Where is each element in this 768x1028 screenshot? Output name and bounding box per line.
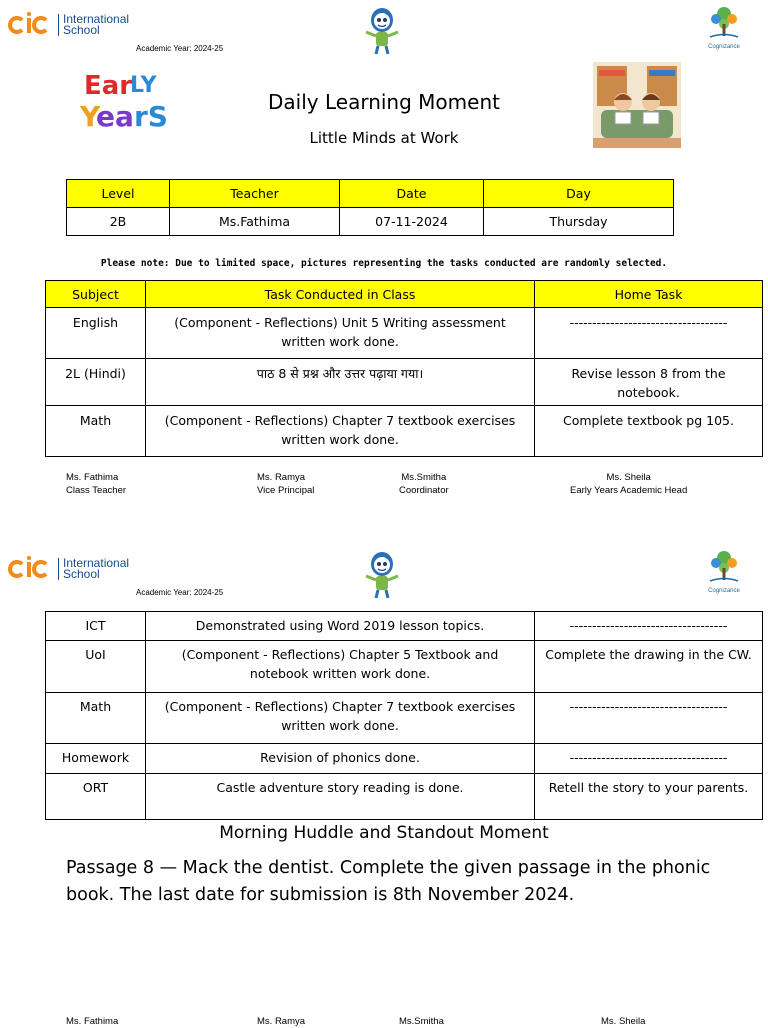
tree-icon: [704, 4, 744, 40]
header-teacher: Teacher: [170, 180, 340, 208]
day-value: Thursday: [484, 208, 674, 236]
table-row: Homework Revision of phonics done. -----------------------------------: [46, 744, 763, 774]
school-name: International School: [58, 558, 129, 580]
signature-coordinator: Ms.Smitha Coordinator: [399, 472, 449, 496]
tasks-table: [45, 280, 763, 457]
header-home-task: Home Task: [535, 281, 763, 308]
level-value: 2B: [67, 208, 170, 236]
date-value: 07-11-2024: [340, 208, 484, 236]
page-subtitle: Little Minds at Work: [309, 129, 459, 147]
signature-vice-principal: Ms. Ramya Vice Principal: [257, 472, 315, 496]
table-row: Math (Component - Reflections) Chapter 7 textbook exercises written work done. Complete textbook pg 105.: [46, 406, 763, 457]
gis-logo-mark: [8, 559, 54, 579]
academic-year: Academic Year: 2024-25: [136, 44, 224, 53]
info-table: [66, 179, 674, 236]
header-date: Date: [340, 180, 484, 208]
table-row: UoI (Component - Reflections) Chapter 5 Textbook and notebook written work done. Complete the drawing in the CW.: [46, 641, 763, 693]
huddle-title: Morning Huddle and Standout Moment: [219, 823, 549, 843]
signature-bottom-4: Ms. Sheila: [601, 1016, 646, 1027]
svg-text:ea: ea: [96, 100, 134, 132]
signature-class-teacher: Ms. Fathima Class Teacher: [66, 472, 127, 496]
passage-text: Passage 8 — Mack the dentist. Complete the given passage in the phonic book. The last date for submission is 8th November 2024.: [66, 858, 711, 905]
school-name: International School: [58, 14, 129, 36]
table-row: Math (Component - Reflections) Chapter 7 textbook exercises written work done. -----------------------------------: [46, 693, 763, 744]
school-logo: [8, 558, 129, 580]
signature-bottom-3: Ms.Smitha: [399, 1016, 444, 1027]
header-task-conducted: Task Conducted in Class: [146, 281, 535, 308]
school-logo: [8, 14, 129, 36]
svg-text:LY: LY: [130, 73, 157, 98]
signature-bottom-1: Ms. Fathima: [66, 1016, 119, 1027]
signature-academic-head: Ms. Sheila Early Years Academic Head: [570, 472, 688, 496]
academic-year: Academic Year: 2024-25: [136, 588, 224, 597]
header-day: Day: [484, 180, 674, 208]
svg-text:rS: rS: [134, 100, 168, 132]
mascot-icon: [364, 550, 400, 600]
logo-early-text: Ear: [84, 71, 133, 101]
tasks-table-continued: [45, 611, 763, 820]
table-row: English (Component - Reflections) Unit 5 Writing assessment written work done. -----------------------------------: [46, 308, 763, 359]
note-text: Please note: Due to limited space, pictures representing the tasks conducted are randomly selected.: [100, 258, 668, 269]
cognizance-logo: Cognizance: [700, 4, 748, 56]
page-title: Daily Learning Moment: [268, 90, 500, 114]
mascot-icon: [364, 6, 400, 56]
header-level: Level: [67, 180, 170, 208]
table-row: ICT Demonstrated using Word 2019 lesson topics. -----------------------------------: [46, 612, 763, 641]
cognizance-logo: Cognizance: [700, 548, 748, 600]
teacher-value: Ms.Fathima: [170, 208, 340, 236]
svg-text:Y: Y: [80, 100, 101, 132]
table-row: ORT Castle adventure story reading is done. Retell the story to your parents.: [46, 774, 763, 820]
signature-bottom-2: Ms. Ramya: [257, 1016, 306, 1027]
tree-icon: [704, 548, 744, 584]
gis-logo-mark: [8, 15, 54, 35]
table-row: 2L (Hindi) पाठ 8 से प्रश्न और उत्तर पढ़ाया गया। Revise lesson 8 from the notebook.: [46, 359, 763, 406]
header-subject: Subject: [46, 281, 146, 308]
